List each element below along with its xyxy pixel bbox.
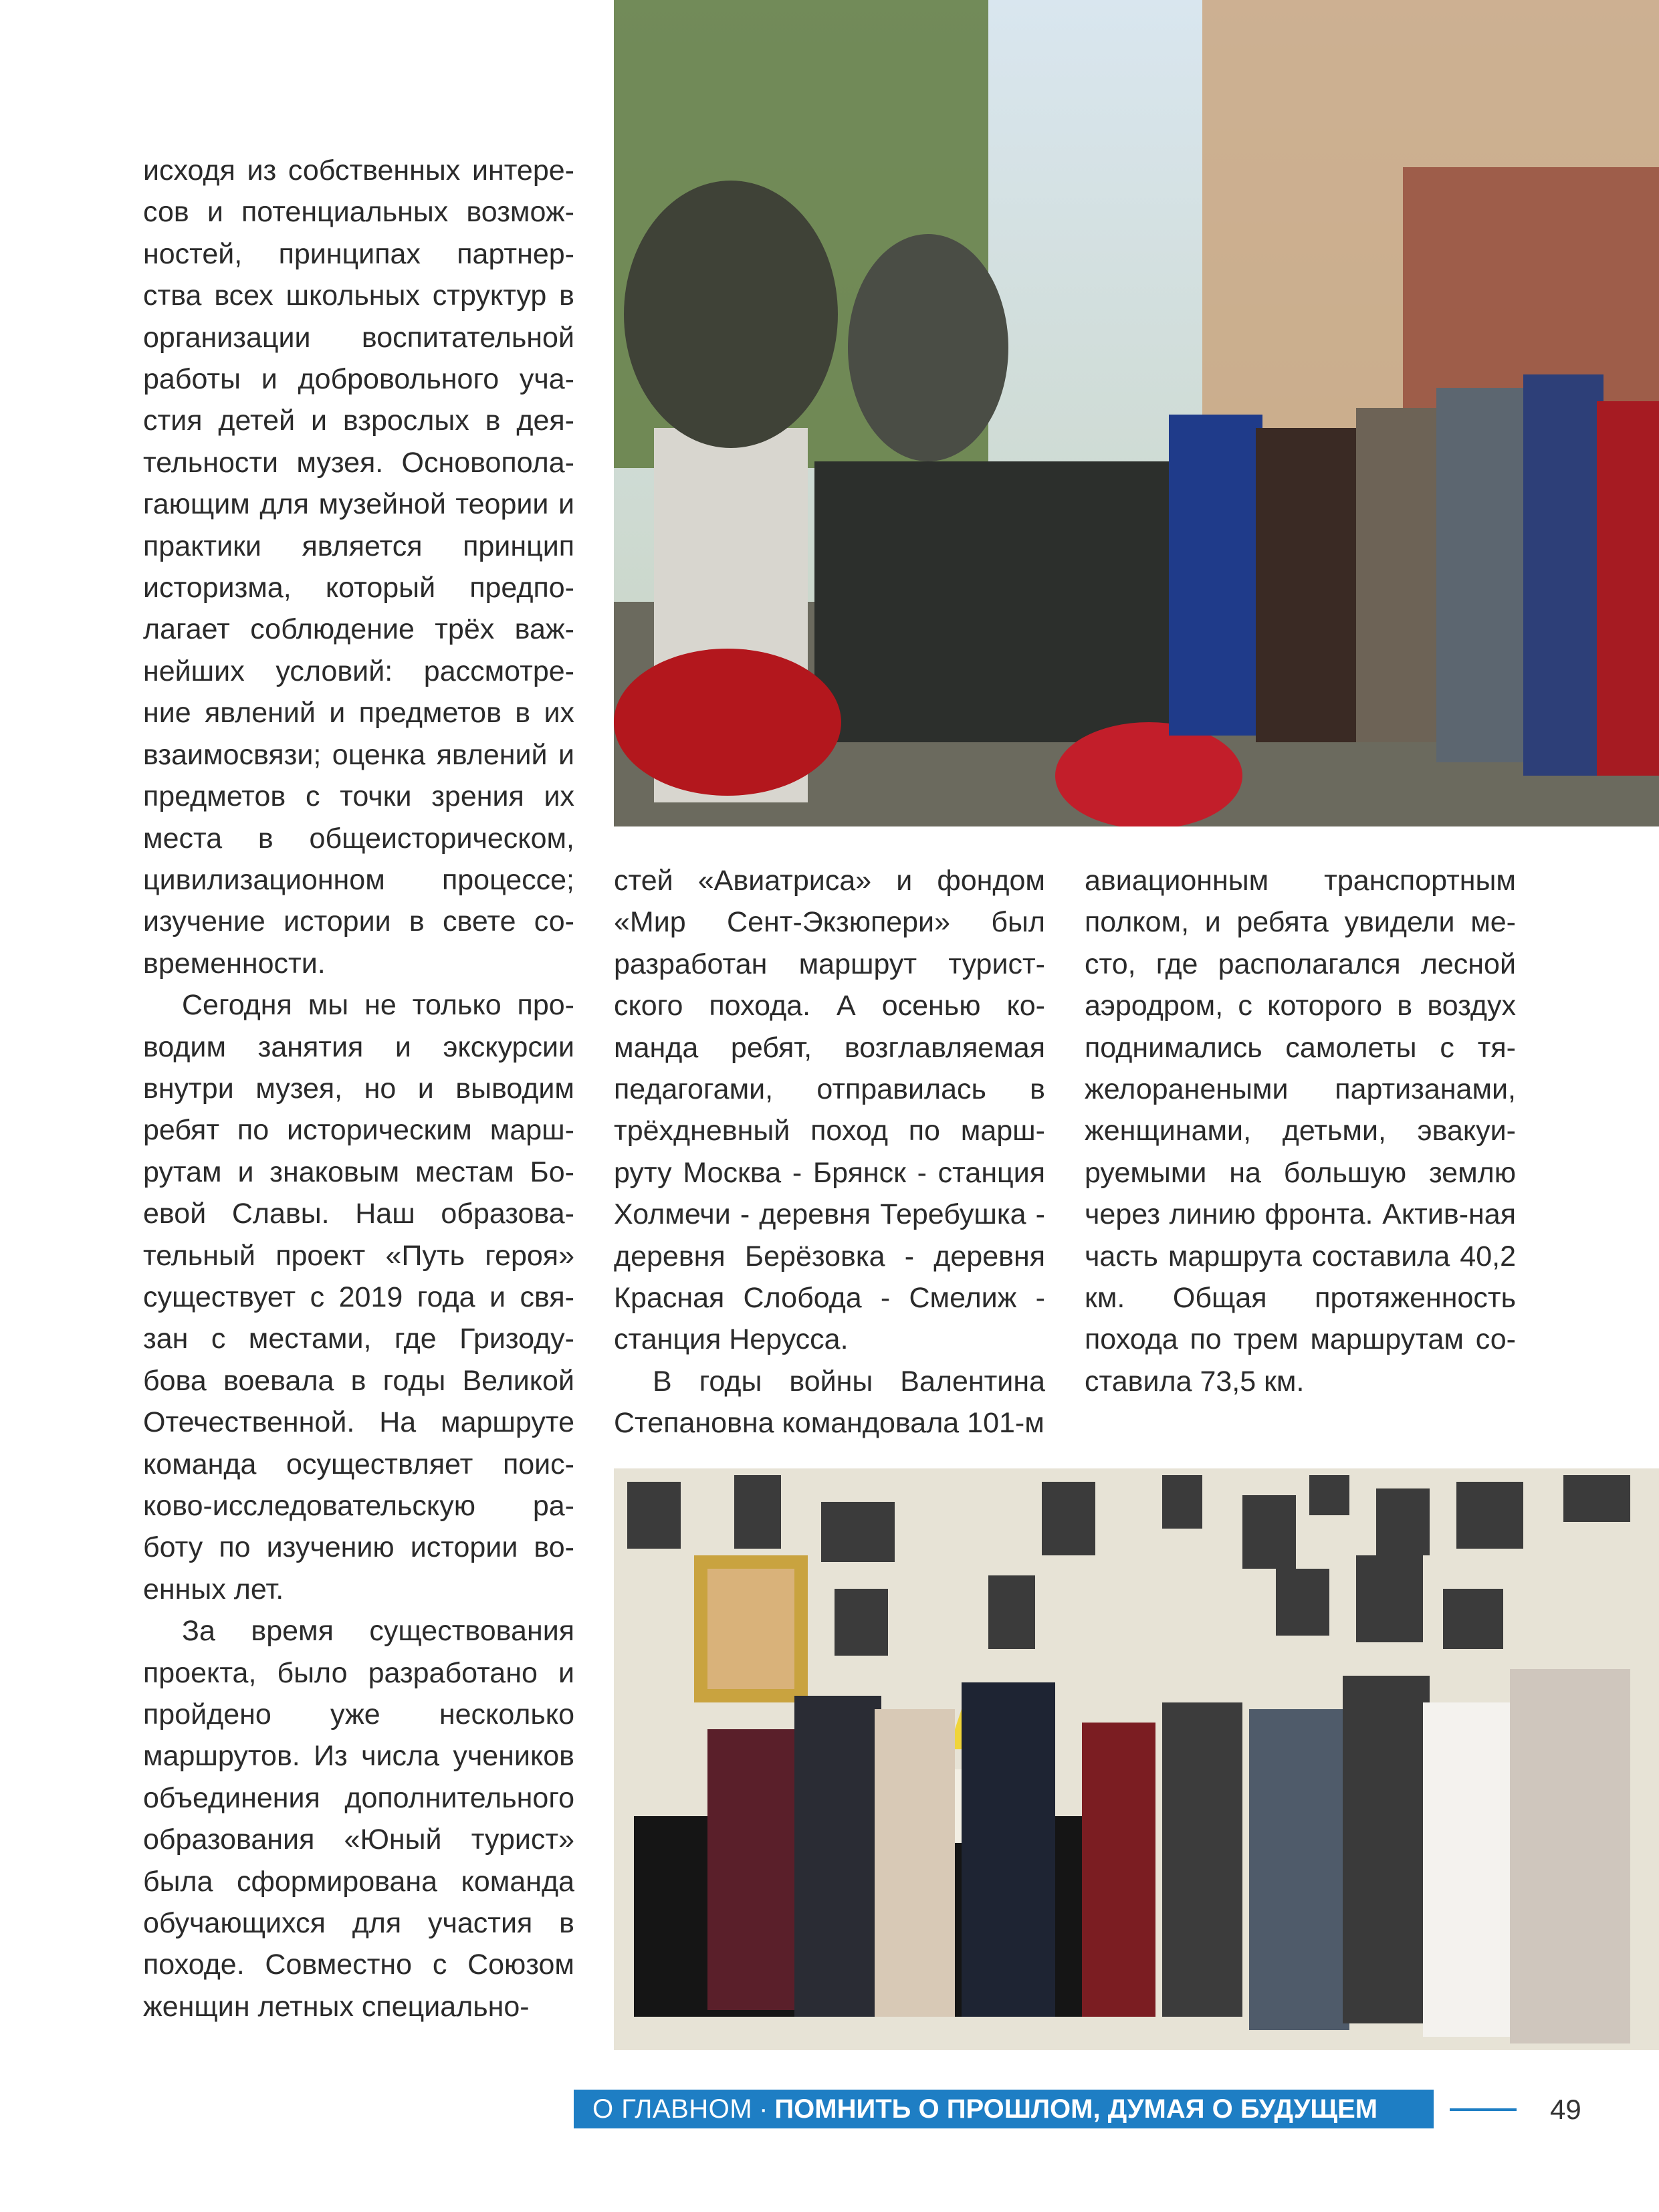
paragraph: В годы войны Валентина Степановна командовала 101-м xyxy=(614,1365,1045,1440)
page-number: 49 xyxy=(1550,2094,1581,2125)
article-column-2 xyxy=(614,860,1045,1444)
paragraph: исходя из собственных интере-сов и потенциальных возмож-ностей, принципах партнер-ства всех школьных структур в организации воспитательной работы и добровольного уча-стия детей и взрослых в дея-тельности музея. Основопола-гающим для музейной теории и практики является принцип историзма, который предпо-лагает соблюдение трёх важ-нейших условий: рассмотре-ние явлений и предметов в их взаимосвязи; оценка явлений и предметов с точки зрения их места в общеисторическом, цивилизационном процессе; изучение истории в свете со-временности. xyxy=(143,154,574,980)
article-column-1 xyxy=(143,150,574,2027)
memorial-photo xyxy=(614,0,1659,826)
footer-section-bar xyxy=(574,2090,1434,2128)
paragraph: стей «Авиатриса» и фондом «Мир Сент-Экзюпери» был разработан маршрут турист-ского похода. А осенью ко-манда ребят, возглавляемая педагогами, отправилась в трёхдневный поход по марш-руту Москва - Брянск - станция Холмечи - деревня Теребушка - деревня Берёзовка - деревня Красная Слобода - Смелиж - станция Нерусса. xyxy=(614,865,1045,1356)
museum-group-photo xyxy=(614,1468,1659,2050)
footer-rule xyxy=(1450,2108,1517,2111)
paragraph: авиационным транспортным полком, и ребята увидели ме-сто, где располагался лесной аэродром, с которого в воздух поднимались самолеты с тя-желоранеными партизанами, женщинами, детьми, эвакуи-руемыми на большую землю через линию фронта. Актив-ная часть маршрута составила 40,2 км. Общая протяженность похода по трем маршрутам со-ставила 73,5 км. xyxy=(1085,865,1516,1398)
paragraph: За время существования проекта, было разработано и пройдено уже несколько маршрутов. Из числа учеников объединения дополнительного образования «Юный турист» была сформирована команда обучающихся для участия в походе. Совместно с Союзом женщин летных специально- xyxy=(143,1615,574,2023)
article-column-3 xyxy=(1085,860,1516,1402)
footer-section-name: О ГЛАВНОМ xyxy=(592,2094,753,2124)
paragraph: Сегодня мы не только про-водим занятия и экскурсии внутри музея, но и выводим ребят по историческим марш-рутам и знаковым местам Бо-евой Славы. Наш образова-тельный проект «Путь героя» существует с 2019 года и свя-зан с местами, где Гризоду-бова воевала в годы Великой Отечественной. На маршруте команда осуществляет поис-ково-исследовательскую ра-боту по изучению истории во-енных лет. xyxy=(143,989,574,1606)
footer-article-title: ПОМНИТЬ О ПРОШЛОМ, ДУМАЯ О БУДУЩЕМ xyxy=(774,2094,1378,2124)
footer-separator: · xyxy=(759,2094,768,2124)
